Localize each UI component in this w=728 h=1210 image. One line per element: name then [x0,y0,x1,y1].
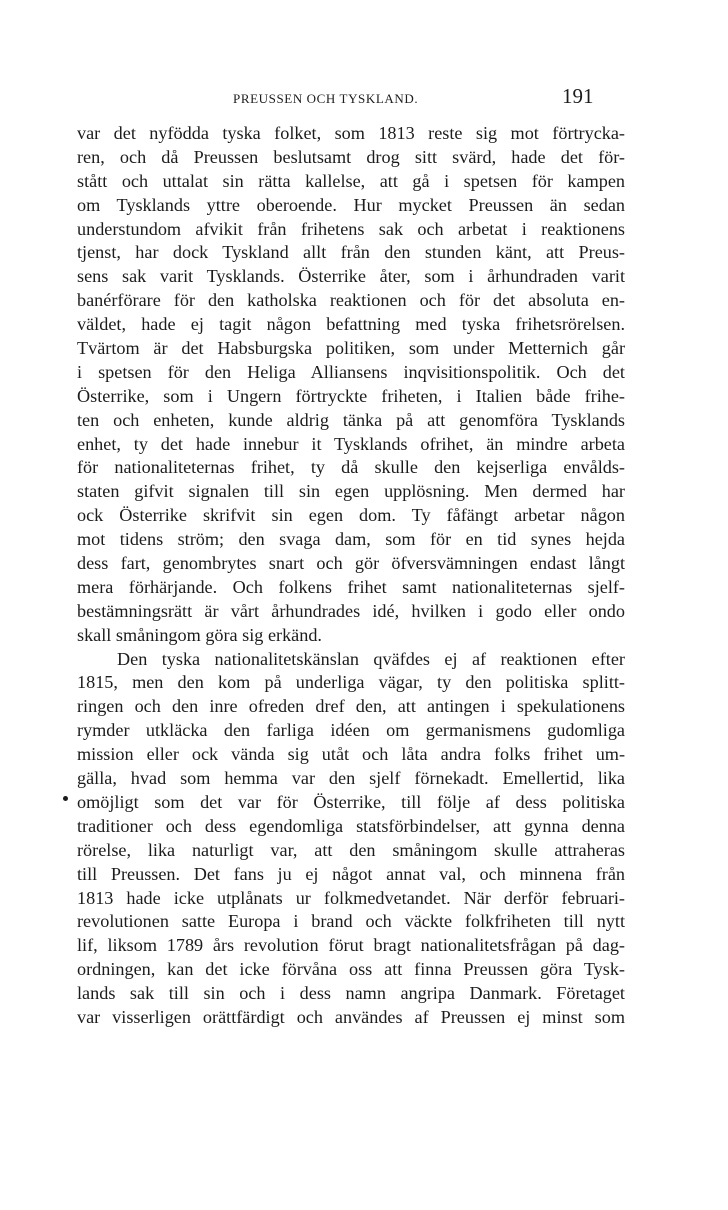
text-line: bestämningsrätt är vårt århundrades idé, hvilken i godo eller ondo [77,600,625,621]
text-line: mission eller ock vända sig utåt och låta andra folks frihet um- [77,744,625,765]
text-line: mot tidens ström; den svaga dam, som för en tid synes hejda [77,529,625,550]
paragraph-1 [77,122,625,648]
text-line: Den tyska nationalitetskänslan qväfdes ej af reaktionen efter [117,648,625,669]
text-line: 1813 hade icke utplånats ur folkmedvetandet. När derför februari- [77,887,625,908]
margin-mark [63,796,68,801]
text-line: understundom afvikit från frihetens sak och arbetat i reaktionens [77,218,625,239]
text-line: om Tysklands yttre oberoende. Hur mycket Preussen än sedan [77,194,625,215]
text-line: tjenst, har dock Tyskland allt från den stunden känt, att Preus- [77,242,625,263]
text-line: lands sak till sin och i dess namn angripa Danmark. Företaget [77,983,625,1004]
text-line: ringen och den inre ofreden dref den, att antingen i spekulationens [77,696,625,717]
text-line: var visserligen orättfärdigt och användes af Preussen ej minst som [77,1006,625,1027]
body-text [77,122,625,1030]
text-line: gälla, hvad som hemma var den sjelf förnekadt. Emellertid, lika [77,768,625,789]
text-line: sens sak varit Tysklands. Österrike åter, som i århundraden varit [77,266,625,287]
text-line: enhet, ty det hade innebur it Tysklands ofrihet, än mindre arbeta [77,433,625,454]
text-line: banérförare för den katholska reaktionen och för det absoluta en- [77,290,625,311]
text-line: stått och uttalat sin rätta kallelse, att gå i spetsen för kampen [77,170,625,191]
text-line: omöjligt som det var för Österrike, till följe af dess politiska [77,791,625,812]
text-line: mera förhärjande. Och folkens frihet samt nationaliteternas sjelf- [77,576,625,597]
text-line: staten gifvit signalen till sin egen upplösning. Men dermed har [77,481,625,502]
text-line: traditioner och dess egendomliga statsförbindelser, att gynna denna [77,815,625,836]
text-line: ock Österrike skrifvit sin egen dom. Ty fåfängt arbetar någon [77,505,625,526]
paragraph-2 [77,648,625,1030]
text-line: revolutionen satte Europa i brand och väckte folkfriheten till nytt [77,911,625,932]
text-line: lif, liksom 1789 års revolution förut bragt nationalitetsfrågan på dag- [77,935,625,956]
text-line: rymder utkläcka den farliga idéen om germanismens gudomliga [77,720,625,741]
text-line: var det nyfödda tyska folket, som 1813 reste sig mot förtrycka- [77,123,625,143]
text-line: ren, och då Preussen beslutsamt drog sitt svärd, hade det för- [77,146,625,167]
text-line: dess fart, genombrytes snart och gör öfversvämningen endast långt [77,553,625,574]
text-line: Österrike, som i Ungern förtryckte friheten, i Italien både frihe- [77,385,625,406]
text-line: 1815, men den kom på underliga vägar, ty den politiska splitt- [77,672,625,693]
text-line: i spetsen för den Heliga Alliansens inqvisitionspolitik. Och det [77,361,625,382]
text-line: skall småningom göra sig erkänd. [77,624,322,645]
text-line: för nationaliteternas frihet, ty då skulle den kejserliga envålds- [77,457,625,478]
text-line: rörelse, lika naturligt var, att den småningom skulle attraheras [77,839,625,860]
page-number: 191 [562,84,594,108]
running-head: PREUSSEN OCH TYSKLAND. [233,91,419,106]
text-line: till Preussen. Det fans ju ej något annat val, och minnena från [77,863,625,884]
text-line: ten och enheten, kunde aldrig tänka på att genomföra Tysklands [77,409,625,430]
text-line: ordningen, kan det icke förvåna oss att finna Preussen göra Tysk- [77,959,625,980]
text-line: Tvärtom är det Habsburgska politiken, som under Metternich går [77,338,625,359]
text-line: väldet, hade ej tagit någon befattning med tyska frihetsrörelsen. [77,314,625,335]
